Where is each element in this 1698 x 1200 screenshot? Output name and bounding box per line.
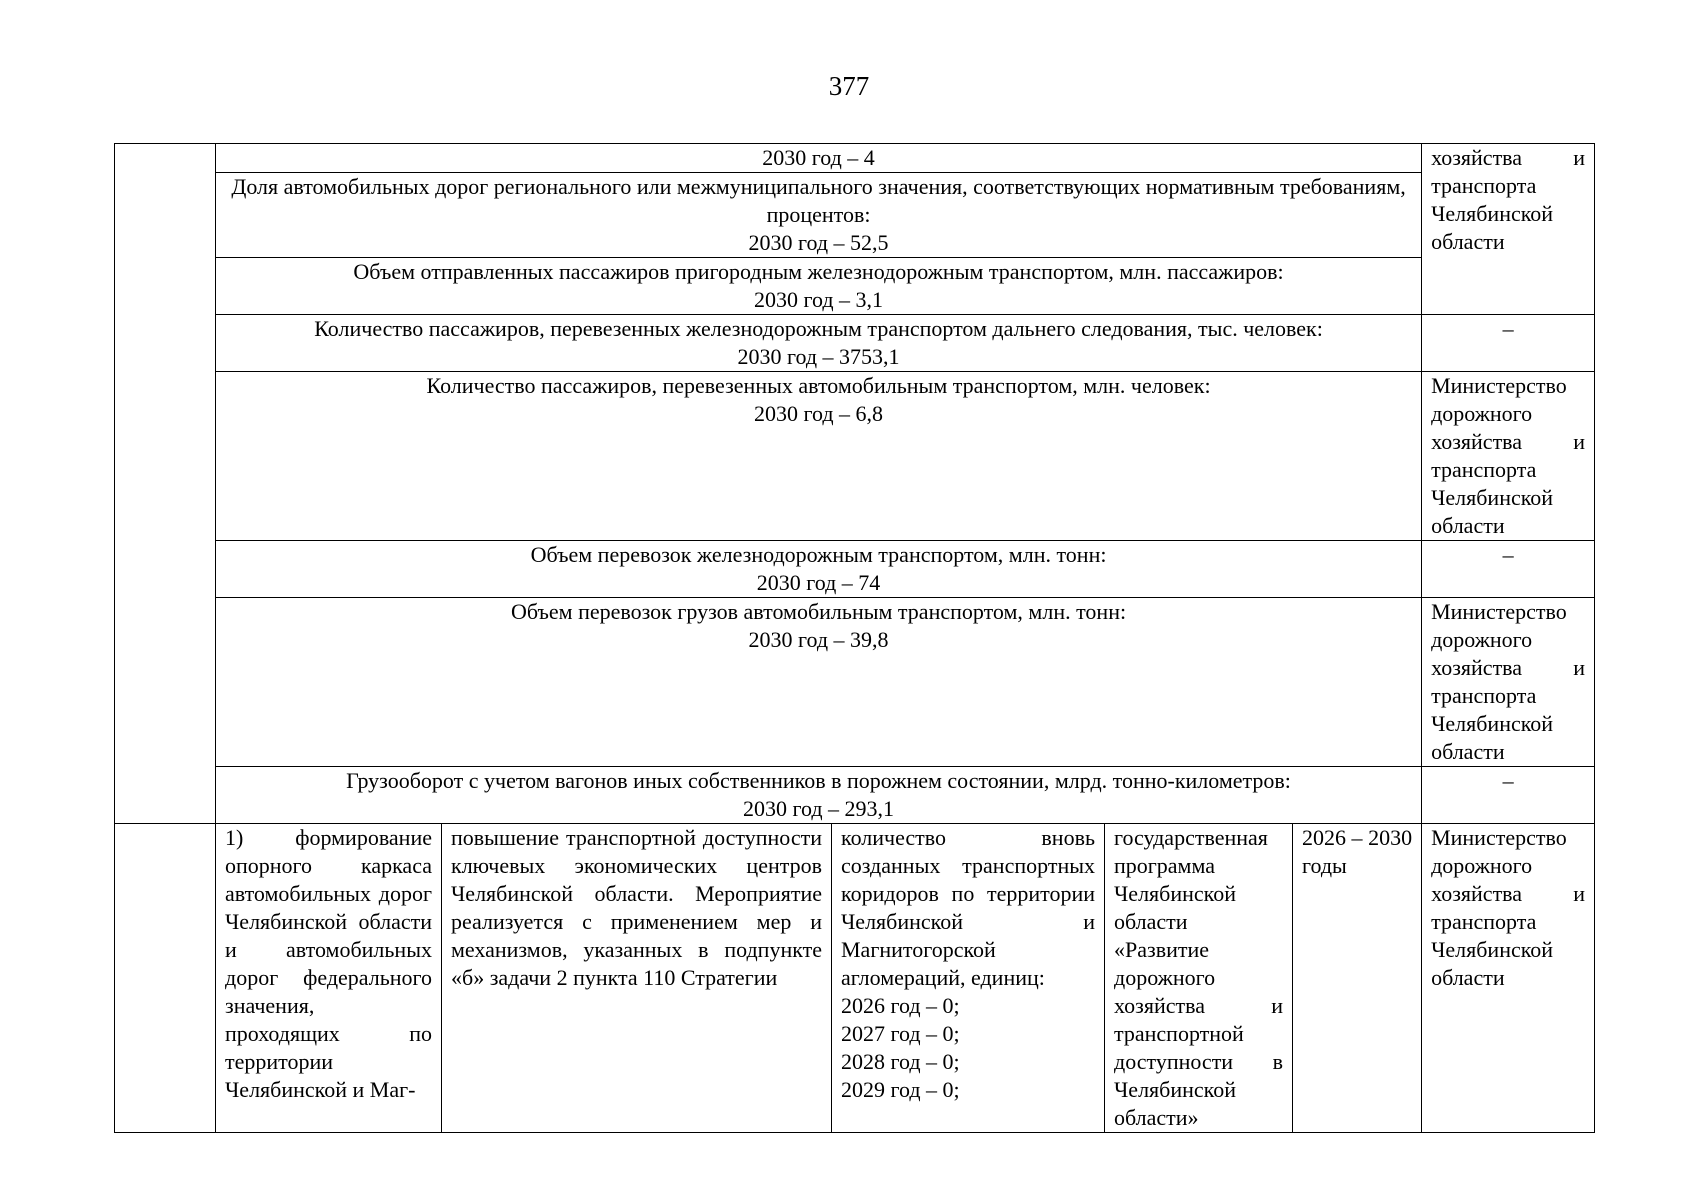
indicator-year-value: 2027 год – 0; xyxy=(841,1021,960,1046)
indicator-cell xyxy=(216,598,1422,767)
program-text: государственная программа Челябинской области «Развитие дорожного хозяйства и транспортной доступности в Челябинской области» xyxy=(1114,825,1283,1130)
table-row xyxy=(115,767,1595,824)
responsible-cell xyxy=(1422,372,1595,541)
indicator-value: 2030 год – 39,8 xyxy=(748,627,889,652)
indicator-title: Количество пассажиров, перевезенных железнодорожным транспортом дальнего следования, тыс. человек: xyxy=(314,316,1323,341)
measure-indicator-title: количество вновь созданных транспортных коридоров по территории Челябинской и Магнитогорской агломераций, единиц: xyxy=(841,825,1095,990)
table-row xyxy=(115,144,1595,173)
measure-description-cell xyxy=(442,824,832,1133)
indicator-cell xyxy=(216,315,1422,372)
responsible-cell xyxy=(1422,144,1595,315)
indicator-cell xyxy=(216,144,1422,173)
number-cell xyxy=(115,824,216,1133)
table-row xyxy=(115,315,1595,372)
program-cell xyxy=(1105,824,1293,1133)
dash: – xyxy=(1502,316,1514,341)
measure-name: 1) формирование опорного каркаса автомобильных дорог Челябинской области и автомобильных дорог федерального значения, проходящих по территории Челябинской и Маг- xyxy=(225,825,432,1102)
responsible-cell xyxy=(1422,824,1595,1133)
dash: – xyxy=(1502,542,1514,567)
indicator-cell xyxy=(216,173,1422,258)
period-text: 2026 – 2030 годы xyxy=(1302,825,1413,878)
responsible-text: Министерство дорожного хозяйства и транспорта Челябинской области xyxy=(1431,825,1586,990)
number-cell xyxy=(115,144,216,824)
responsible-cell xyxy=(1422,598,1595,767)
indicator-year-value: 2028 год – 0; xyxy=(841,1049,960,1074)
indicator-cell xyxy=(216,767,1422,824)
indicator-cell xyxy=(216,541,1422,598)
strategy-table xyxy=(114,143,1595,1133)
responsible-text: Министерство дорожного хозяйства и транспорта Челябинской области xyxy=(1431,373,1586,538)
indicator-value: 2030 год – 3753,1 xyxy=(737,344,900,369)
indicator-year-value: 2026 год – 0; xyxy=(841,993,960,1018)
measure-indicator-cell xyxy=(832,824,1105,1133)
indicator-value: 2030 год – 52,5 xyxy=(748,230,889,255)
indicator-value: 2030 год – 4 xyxy=(762,145,875,170)
responsible-text: Министерство дорожного хозяйства и транспорта Челябинской области xyxy=(1431,599,1586,764)
table-row xyxy=(115,173,1595,258)
indicator-cell xyxy=(216,258,1422,315)
indicator-value: 2030 год – 3,1 xyxy=(754,287,884,312)
measure-description: повышение транспортной доступности ключевых экономических центров Челябинской области. Мероприятие реализуется с применением мер и механизмов, указанных в подпункте «б» задачи 2 пункта 110 Стратегии xyxy=(451,825,822,990)
indicator-title: Объем перевозок грузов автомобильным транспортом, млн. тонн: xyxy=(510,599,1127,624)
measure-row xyxy=(115,824,1595,1133)
indicator-year-value: 2029 год – 0; xyxy=(841,1077,960,1102)
responsible-cell xyxy=(1422,541,1595,598)
indicator-title: Количество пассажиров, перевезенных автомобильным транспортом, млн. человек: xyxy=(426,373,1211,398)
indicator-cell xyxy=(216,372,1422,541)
dash: – xyxy=(1502,768,1514,793)
table-row xyxy=(115,541,1595,598)
indicator-value: 2030 год – 293,1 xyxy=(743,796,895,821)
indicator-value: 2030 год – 6,8 xyxy=(754,401,884,426)
indicator-title: Объем перевозок железнодорожным транспортом, млн. тонн: xyxy=(530,542,1107,567)
responsible-text: хозяйства и транспорта Челябинской области xyxy=(1431,145,1586,254)
indicator-title: Объем отправленных пассажиров пригородным железнодорожным транспортом, млн. пассажиров: xyxy=(353,259,1284,284)
table-row xyxy=(115,372,1595,541)
period-cell xyxy=(1293,824,1422,1133)
table-row xyxy=(115,258,1595,315)
table-row xyxy=(115,598,1595,767)
page-number: 377 xyxy=(828,71,870,101)
indicator-value: 2030 год – 74 xyxy=(756,570,881,595)
measure-name-cell xyxy=(216,824,442,1133)
responsible-cell xyxy=(1422,767,1595,824)
indicator-title: Грузооборот с учетом вагонов иных собственников в порожнем состоянии, млрд. тонно-километров: xyxy=(346,768,1291,793)
indicator-title: Доля автомобильных дорог регионального или межмуниципального значения, соответствующих нормативным требованиям, процентов: xyxy=(231,174,1406,227)
responsible-cell xyxy=(1422,315,1595,372)
